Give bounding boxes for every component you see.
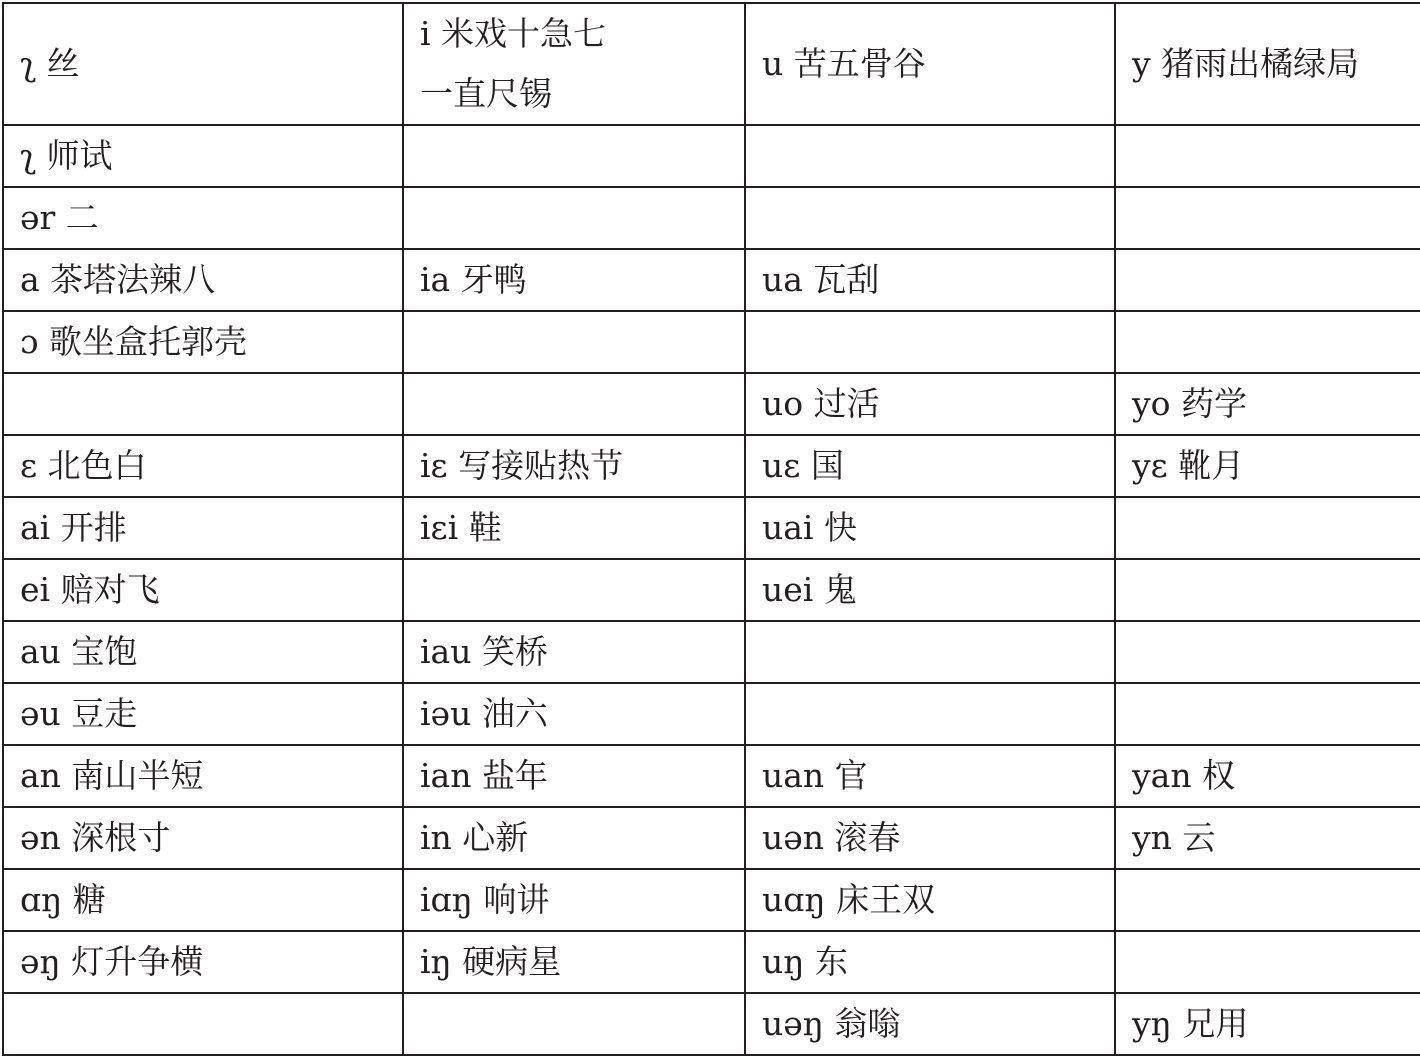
table-cell xyxy=(1115,621,1420,683)
table-row xyxy=(3,249,1420,311)
table-cell xyxy=(1115,311,1420,373)
vowel-table xyxy=(2,2,1420,1056)
table-cell xyxy=(745,187,1115,249)
vowel-table-body xyxy=(3,3,1420,1055)
table-cell: an 南山半短 xyxy=(3,745,403,807)
table-cell: uəŋ 翁嗡 xyxy=(745,993,1115,1055)
table-cell xyxy=(403,559,745,621)
table-cell: ɛ 北色白 xyxy=(3,435,403,497)
table-cell xyxy=(745,125,1115,187)
table-cell xyxy=(1115,869,1420,931)
table-cell xyxy=(1115,249,1420,311)
table-cell: yŋ 兄用 xyxy=(1115,993,1420,1055)
table-cell: uɑŋ 床王双 xyxy=(745,869,1115,931)
table-cell: uai 快 xyxy=(745,497,1115,559)
table-cell xyxy=(1115,683,1420,745)
table-cell: əŋ 灯升争横 xyxy=(3,931,403,993)
table-cell xyxy=(403,125,745,187)
table-cell: iau 笑桥 xyxy=(403,621,745,683)
table-row xyxy=(3,311,1420,373)
header-cell-1 xyxy=(3,3,403,125)
table-row xyxy=(3,807,1420,869)
table-row xyxy=(3,621,1420,683)
table-row xyxy=(3,373,1420,435)
table-cell: iɛi 鞋 xyxy=(403,497,745,559)
table-cell: yan 权 xyxy=(1115,745,1420,807)
table-cell: ua 瓦刮 xyxy=(745,249,1115,311)
table-cell: ər 二 xyxy=(3,187,403,249)
table-cell: iɑŋ 响讲 xyxy=(403,869,745,931)
header-cell-4 xyxy=(1115,3,1420,125)
table-cell: yo 药学 xyxy=(1115,373,1420,435)
table-row xyxy=(3,869,1420,931)
table-row xyxy=(3,559,1420,621)
table-cell: yn 云 xyxy=(1115,807,1420,869)
table-cell xyxy=(1115,125,1420,187)
table-cell: ai 开排 xyxy=(3,497,403,559)
table-row xyxy=(3,745,1420,807)
table-cell: iəu 油六 xyxy=(403,683,745,745)
header-cell-line: 一直尺锡 xyxy=(420,74,552,113)
header-cell-line: i 米戏十急七 xyxy=(420,14,607,53)
table-row xyxy=(3,931,1420,993)
table-cell: uo 过活 xyxy=(745,373,1115,435)
table-cell xyxy=(1115,187,1420,249)
header-cell-2 xyxy=(403,3,745,125)
table-cell: uən 滚春 xyxy=(745,807,1115,869)
table-cell xyxy=(1115,497,1420,559)
table-cell: əu 豆走 xyxy=(3,683,403,745)
table-cell xyxy=(745,311,1115,373)
table-cell xyxy=(3,993,403,1055)
table-cell: ɑŋ 糖 xyxy=(3,869,403,931)
header-cell-line: ʅ 丝 xyxy=(20,44,80,83)
table-cell: au 宝饱 xyxy=(3,621,403,683)
table-cell: ən 深根寸 xyxy=(3,807,403,869)
table-cell xyxy=(403,311,745,373)
table-cell xyxy=(403,993,745,1055)
table-row xyxy=(3,435,1420,497)
table-cell xyxy=(745,621,1115,683)
table-cell: a 茶塔法辣八 xyxy=(3,249,403,311)
table-row xyxy=(3,993,1420,1055)
header-cell-line: u 苦五骨谷 xyxy=(762,44,926,83)
table-cell: in 心新 xyxy=(403,807,745,869)
table-header-row xyxy=(3,3,1420,125)
table-cell: ian 盐年 xyxy=(403,745,745,807)
table-cell: uɛ 国 xyxy=(745,435,1115,497)
table-row xyxy=(3,187,1420,249)
table-row xyxy=(3,125,1420,187)
table-cell xyxy=(403,187,745,249)
table-row xyxy=(3,497,1420,559)
table-cell xyxy=(1115,559,1420,621)
table-cell xyxy=(3,373,403,435)
table-cell: ʅ 师试 xyxy=(3,125,403,187)
table-cell xyxy=(403,373,745,435)
table-cell: uei 鬼 xyxy=(745,559,1115,621)
table-cell: iɛ 写接贴热节 xyxy=(403,435,745,497)
table-cell xyxy=(745,683,1115,745)
table-cell: uan 官 xyxy=(745,745,1115,807)
table-cell: ɔ 歌坐盒托郭壳 xyxy=(3,311,403,373)
table-cell xyxy=(1115,931,1420,993)
header-cell-line: y 猪雨出橘绿局 xyxy=(1132,44,1360,83)
table-row xyxy=(3,683,1420,745)
table-cell: uŋ 东 xyxy=(745,931,1115,993)
table-cell: iŋ 硬病星 xyxy=(403,931,745,993)
header-cell-3 xyxy=(745,3,1115,125)
vowel-table-sheet xyxy=(2,2,1416,1053)
table-cell: yɛ 靴月 xyxy=(1115,435,1420,497)
table-cell: ei 赔对飞 xyxy=(3,559,403,621)
table-cell: ia 牙鸭 xyxy=(403,249,745,311)
